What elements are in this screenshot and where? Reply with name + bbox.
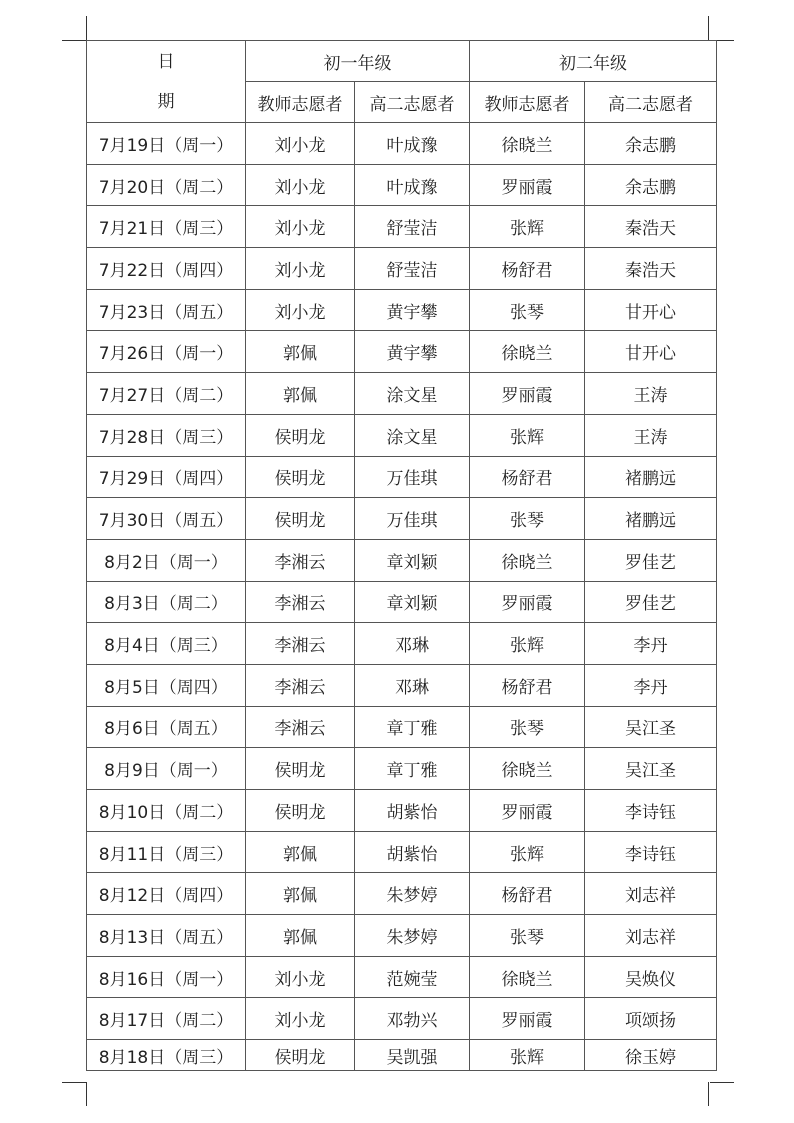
grade2-teacher-cell: 杨舒君 xyxy=(470,873,585,915)
date-cell: 7月29日（周四） xyxy=(87,456,246,498)
table-row xyxy=(87,873,717,915)
grade2-teacher-cell: 张辉 xyxy=(470,1040,585,1071)
date-cell: 8月11日（周三） xyxy=(87,831,246,873)
grade2-teacher-cell: 张琴 xyxy=(470,915,585,957)
crop-mark-top-left-h xyxy=(62,40,86,41)
date-cell: 8月10日（周二） xyxy=(87,790,246,832)
date-cell: 8月12日（周四） xyxy=(87,873,246,915)
grade1-teacher-cell: 郭佩 xyxy=(246,831,355,873)
crop-mark-bottom-left-v xyxy=(86,1082,87,1106)
grade2-teacher-cell: 杨舒君 xyxy=(470,456,585,498)
date-cell: 8月3日（周二） xyxy=(87,581,246,623)
grade2-senior-header: 高二志愿者 xyxy=(585,82,717,123)
grade2-teacher-cell: 张琴 xyxy=(470,706,585,748)
table-row xyxy=(87,1040,717,1071)
grade1-senior-cell: 黄宇攀 xyxy=(355,289,470,331)
grade1-teacher-cell: 刘小龙 xyxy=(246,289,355,331)
table-row xyxy=(87,790,717,832)
grade2-senior-cell: 褚鹏远 xyxy=(585,498,717,540)
grade1-senior-cell: 邓勃兴 xyxy=(355,998,470,1040)
date-cell: 8月18日（周三） xyxy=(87,1040,246,1071)
table-row xyxy=(87,248,717,290)
grade1-teacher-cell: 刘小龙 xyxy=(246,248,355,290)
table-row xyxy=(87,915,717,957)
grade2-senior-cell: 吴江圣 xyxy=(585,706,717,748)
crop-mark-bottom-left-h xyxy=(62,1082,86,1083)
grade1-senior-cell: 章丁雅 xyxy=(355,748,470,790)
grade1-teacher-cell: 侯明龙 xyxy=(246,456,355,498)
table-row xyxy=(87,289,717,331)
grade2-senior-cell: 王涛 xyxy=(585,373,717,415)
date-cell: 8月2日（周一） xyxy=(87,539,246,581)
date-cell: 7月23日（周五） xyxy=(87,289,246,331)
date-cell: 7月20日（周二） xyxy=(87,164,246,206)
date-cell: 7月27日（周二） xyxy=(87,373,246,415)
grade2-teacher-cell: 张辉 xyxy=(470,831,585,873)
grade2-teacher-cell: 张辉 xyxy=(470,623,585,665)
table-row xyxy=(87,664,717,706)
grade2-teacher-cell: 罗丽霞 xyxy=(470,373,585,415)
grade1-senior-cell: 舒莹洁 xyxy=(355,248,470,290)
crop-mark-top-left-v xyxy=(86,16,87,40)
date-cell: 8月6日（周五） xyxy=(87,706,246,748)
date-cell: 8月17日（周二） xyxy=(87,998,246,1040)
grade2-teacher-cell: 徐晓兰 xyxy=(470,956,585,998)
table-row xyxy=(87,539,717,581)
grade2-teacher-header: 教师志愿者 xyxy=(470,82,585,123)
grade1-senior-cell: 胡紫怡 xyxy=(355,790,470,832)
grade2-senior-cell: 刘志祥 xyxy=(585,915,717,957)
grade1-teacher-cell: 侯明龙 xyxy=(246,790,355,832)
date-cell: 7月21日（周三） xyxy=(87,206,246,248)
grade2-senior-cell: 李诗钰 xyxy=(585,790,717,832)
grade2-senior-cell: 李丹 xyxy=(585,664,717,706)
grade1-teacher-cell: 侯明龙 xyxy=(246,748,355,790)
table-row xyxy=(87,123,717,165)
grade1-teacher-cell: 李湘云 xyxy=(246,664,355,706)
grade2-senior-cell: 李诗钰 xyxy=(585,831,717,873)
grade1-senior-cell: 朱梦婷 xyxy=(355,873,470,915)
table-row xyxy=(87,623,717,665)
grade1-senior-cell: 朱梦婷 xyxy=(355,915,470,957)
grade2-senior-cell: 褚鹏远 xyxy=(585,456,717,498)
grade2-senior-cell: 项颂扬 xyxy=(585,998,717,1040)
date-cell: 8月5日（周四） xyxy=(87,664,246,706)
grade1-teacher-cell: 侯明龙 xyxy=(246,414,355,456)
grade2-senior-cell: 罗佳艺 xyxy=(585,581,717,623)
grade1-teacher-cell: 刘小龙 xyxy=(246,206,355,248)
grade1-teacher-cell: 李湘云 xyxy=(246,623,355,665)
grade2-senior-cell: 李丹 xyxy=(585,623,717,665)
table-row xyxy=(87,956,717,998)
grade1-senior-cell: 涂文星 xyxy=(355,414,470,456)
grade2-teacher-cell: 徐晓兰 xyxy=(470,748,585,790)
grade1-teacher-cell: 侯明龙 xyxy=(246,1040,355,1071)
grade1-senior-cell: 黄宇攀 xyxy=(355,331,470,373)
date-column-header xyxy=(87,41,246,123)
schedule-body xyxy=(87,123,717,1071)
grade1-senior-cell: 胡紫怡 xyxy=(355,831,470,873)
grade2-teacher-cell: 徐晓兰 xyxy=(470,331,585,373)
grade2-teacher-cell: 杨舒君 xyxy=(470,248,585,290)
date-cell: 8月13日（周五） xyxy=(87,915,246,957)
grade2-senior-cell: 吴焕仪 xyxy=(585,956,717,998)
table-row xyxy=(87,206,717,248)
grade1-teacher-header: 教师志愿者 xyxy=(246,82,355,123)
grade1-teacher-cell: 刘小龙 xyxy=(246,164,355,206)
grade2-senior-cell: 王涛 xyxy=(585,414,717,456)
crop-mark-bottom-right-v xyxy=(708,1082,709,1106)
grade1-senior-cell: 章刘颖 xyxy=(355,581,470,623)
grade2-teacher-cell: 罗丽霞 xyxy=(470,581,585,623)
grade2-senior-cell: 甘开心 xyxy=(585,289,717,331)
date-cell: 8月4日（周三） xyxy=(87,623,246,665)
table-row xyxy=(87,164,717,206)
grade1-header: 初一年级 xyxy=(246,41,470,82)
grade1-senior-cell: 范婉莹 xyxy=(355,956,470,998)
grade2-teacher-cell: 罗丽霞 xyxy=(470,998,585,1040)
grade1-teacher-cell: 郭佩 xyxy=(246,915,355,957)
date-cell: 7月30日（周五） xyxy=(87,498,246,540)
grade1-senior-cell: 章丁雅 xyxy=(355,706,470,748)
grade2-senior-cell: 甘开心 xyxy=(585,331,717,373)
grade1-senior-cell: 万佳琪 xyxy=(355,498,470,540)
grade1-teacher-cell: 刘小龙 xyxy=(246,956,355,998)
grade1-teacher-cell: 刘小龙 xyxy=(246,998,355,1040)
date-cell: 7月28日（周三） xyxy=(87,414,246,456)
grade2-teacher-cell: 徐晓兰 xyxy=(470,539,585,581)
grade1-senior-cell: 邓琳 xyxy=(355,664,470,706)
grade2-teacher-cell: 徐晓兰 xyxy=(470,123,585,165)
table-row xyxy=(87,414,717,456)
grade1-senior-cell: 万佳琪 xyxy=(355,456,470,498)
grade2-teacher-cell: 罗丽霞 xyxy=(470,790,585,832)
grade1-senior-header: 高二志愿者 xyxy=(355,82,470,123)
grade1-teacher-cell: 郭佩 xyxy=(246,373,355,415)
grade1-teacher-cell: 李湘云 xyxy=(246,539,355,581)
grade1-senior-cell: 叶成豫 xyxy=(355,164,470,206)
grade2-senior-cell: 余志鹏 xyxy=(585,123,717,165)
grade1-senior-cell: 章刘颖 xyxy=(355,539,470,581)
crop-mark-top-right-v xyxy=(708,16,709,40)
table-row xyxy=(87,706,717,748)
table-row xyxy=(87,456,717,498)
grade2-senior-cell: 罗佳艺 xyxy=(585,539,717,581)
table-row xyxy=(87,373,717,415)
date-cell: 8月9日（周一） xyxy=(87,748,246,790)
grade1-senior-cell: 吴凯强 xyxy=(355,1040,470,1071)
grade1-senior-cell: 邓琳 xyxy=(355,623,470,665)
volunteer-schedule-table xyxy=(86,40,717,1071)
grade2-teacher-cell: 张辉 xyxy=(470,206,585,248)
date-label-bottom: 期 xyxy=(157,91,175,112)
date-cell: 8月16日（周一） xyxy=(87,956,246,998)
grade1-teacher-cell: 刘小龙 xyxy=(246,123,355,165)
grade2-senior-cell: 刘志祥 xyxy=(585,873,717,915)
grade1-senior-cell: 叶成豫 xyxy=(355,123,470,165)
date-label-top: 日 xyxy=(157,51,175,72)
grade2-teacher-cell: 张琴 xyxy=(470,289,585,331)
grade1-teacher-cell: 李湘云 xyxy=(246,706,355,748)
date-cell: 7月26日（周一） xyxy=(87,331,246,373)
grade1-teacher-cell: 郭佩 xyxy=(246,331,355,373)
crop-mark-bottom-right-h xyxy=(710,1082,734,1083)
grade1-teacher-cell: 李湘云 xyxy=(246,581,355,623)
date-cell: 7月22日（周四） xyxy=(87,248,246,290)
grade2-teacher-cell: 张琴 xyxy=(470,498,585,540)
table-row xyxy=(87,748,717,790)
grade1-teacher-cell: 侯明龙 xyxy=(246,498,355,540)
table-row xyxy=(87,498,717,540)
table-row xyxy=(87,581,717,623)
grade1-senior-cell: 涂文星 xyxy=(355,373,470,415)
grade2-senior-cell: 秦浩天 xyxy=(585,248,717,290)
grade2-teacher-cell: 罗丽霞 xyxy=(470,164,585,206)
table-row xyxy=(87,331,717,373)
grade2-senior-cell: 秦浩天 xyxy=(585,206,717,248)
grade2-header: 初二年级 xyxy=(470,41,717,82)
grade2-senior-cell: 徐玉婷 xyxy=(585,1040,717,1071)
grade2-teacher-cell: 杨舒君 xyxy=(470,664,585,706)
grade2-teacher-cell: 张辉 xyxy=(470,414,585,456)
date-cell: 7月19日（周一） xyxy=(87,123,246,165)
table-row xyxy=(87,831,717,873)
grade2-senior-cell: 吴江圣 xyxy=(585,748,717,790)
grade1-teacher-cell: 郭佩 xyxy=(246,873,355,915)
grade2-senior-cell: 余志鹏 xyxy=(585,164,717,206)
grade1-senior-cell: 舒莹洁 xyxy=(355,206,470,248)
table-row xyxy=(87,998,717,1040)
